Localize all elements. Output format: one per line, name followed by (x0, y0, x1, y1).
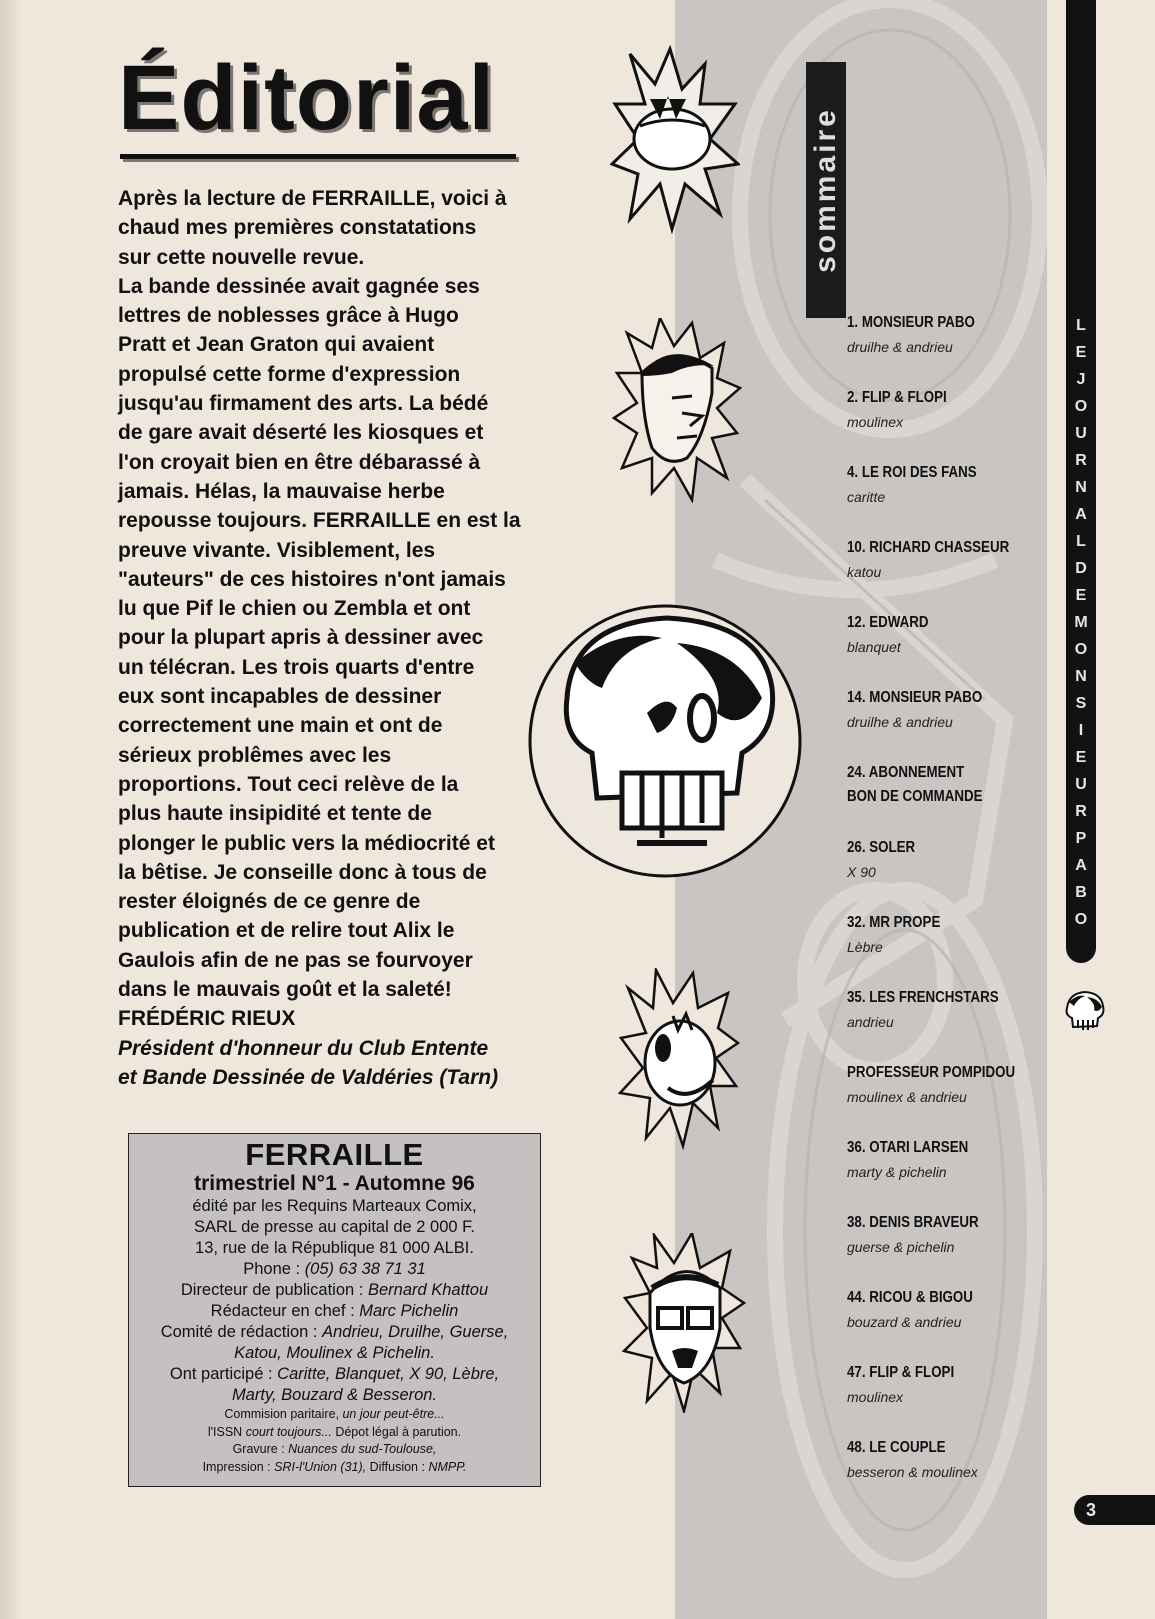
committee-label: Comité de rédaction : (160, 1323, 323, 1341)
spine-letter: L (1076, 533, 1086, 550)
editorial-line: Après la lecture de FERRAILLE, voici à (118, 187, 507, 210)
imprint-fine-print (129, 1424, 540, 1442)
fine-text: Gravure : (232, 1442, 289, 1456)
toc-authors: marty & pichelin (847, 1164, 947, 1180)
committee-names: Katou, Moulinex & Pichelin. (234, 1344, 435, 1362)
editorial-line: proportions. Tout ceci relève de la (118, 772, 459, 796)
editorial-text (118, 184, 548, 1092)
contributors-label: Ont participé : (169, 1365, 278, 1383)
toc-authors: blanquet (847, 639, 901, 655)
contributors-names: Marty, Bouzard & Besseron. (231, 1386, 438, 1404)
glasses-man-drawing (622, 1233, 746, 1413)
toc-subtitle: BON DE COMMANDE (847, 788, 983, 805)
imprint-issue: trimestriel N°1 - Automne 96 (194, 1172, 475, 1195)
title-underline (120, 154, 516, 159)
laughing-face-drawing (618, 968, 740, 1150)
spine-letter: A (1075, 857, 1087, 874)
imprint-box (128, 1133, 541, 1487)
editorial-line: Pratt et Jean Graton qui avaient (118, 333, 435, 357)
toc-item[interactable] (847, 1138, 1047, 1182)
fine-text: NMPP. (428, 1459, 467, 1474)
editorial-line: lu que Pif le chien ou Zembla et ont (118, 597, 471, 621)
editorial-line: plus haute insipidité et tente de (118, 802, 432, 826)
editorial-line: rester éloignés de ce genre de (118, 890, 421, 914)
toc-title: 38. DENIS BRAVEUR (847, 1214, 979, 1231)
page-number: 3 (1086, 1500, 1097, 1520)
spine-letter: L (1076, 317, 1086, 334)
toc-item[interactable] (847, 913, 1047, 957)
spine-letter: N (1075, 479, 1087, 496)
editorial-line: chaud mes premières constatations (118, 216, 477, 240)
editorial-line: dans le mauvais goût et la saleté! (118, 978, 452, 1002)
editorial-line: un télécran. Les trois quarts d'entre (118, 655, 475, 679)
imprint-address: 13, rue de la République 81 000 ALBI. (195, 1239, 474, 1257)
toc-item[interactable] (847, 838, 1047, 882)
imprint-editor (129, 1301, 540, 1322)
fine-text: Commision paritaire, (224, 1407, 343, 1421)
imprint-title: FERRAILLE (245, 1137, 424, 1172)
editorial-line: jamais. Hélas, la mauvaise herbe (118, 479, 445, 503)
toc-authors: moulinex & andrieu (847, 1089, 967, 1105)
toc-item[interactable] (847, 1363, 1047, 1407)
spine-letter: O (1074, 398, 1088, 415)
toc-title: 36. OTARI LARSEN (847, 1139, 969, 1156)
editorial-line: repousse toujours. FERRAILLE en est la (118, 509, 521, 533)
committee-names: Andrieu, Druilhe, Guerse, (322, 1323, 509, 1341)
imprint-fine-print (129, 1441, 540, 1459)
toc-authors: druilhe & andrieu (847, 339, 953, 355)
man-portrait-drawing (612, 318, 742, 503)
spine-title (1066, 318, 1096, 928)
fine-text: court toujours... (245, 1424, 332, 1439)
spine-letter: O (1074, 911, 1088, 928)
fine-text: Impression : (202, 1459, 275, 1474)
spine-letter: R (1075, 803, 1087, 820)
spine-letter: N (1075, 668, 1087, 685)
fine-text: Dépot légal à parution. (331, 1424, 462, 1439)
toc-title: 1. MONSIEUR PABO (847, 314, 975, 331)
editor-name: Marc Pichelin (359, 1302, 459, 1320)
toc-authors: Lèbre (847, 939, 883, 955)
spine-letter: P (1075, 830, 1087, 847)
toc-title: 26. SOLER (847, 839, 916, 856)
toc-title: PROFESSEUR POMPIDOU (847, 1064, 1016, 1081)
editorial-line: de gare avait déserté les kiosques et (118, 421, 484, 445)
toc-title: 47. FLIP & FLOPI (847, 1364, 955, 1381)
editorial-line: "auteurs" de ces histoires n'ont jamais (118, 567, 506, 591)
spine-letter: A (1075, 506, 1087, 523)
editorial-line: publication et de relire tout Alix le (118, 919, 455, 943)
imprint-director (129, 1280, 540, 1301)
sommaire-label-tab (806, 62, 846, 318)
spine-letter: I (1078, 722, 1084, 739)
toc-authors: katou (847, 564, 882, 580)
editor-label: Rédacteur en chef : (210, 1302, 360, 1320)
editorial-line: propulsé cette forme d'expression (118, 362, 461, 386)
editorial-author: FRÉDÉRIC RIEUX (118, 1007, 296, 1031)
spine-letter: U (1075, 425, 1087, 442)
toc-item[interactable] (847, 1063, 1047, 1107)
toc-item[interactable] (847, 763, 1047, 807)
imprint-publisher: édité par les Requins Marteaux Comix, (192, 1197, 477, 1215)
phone-label: Phone : (243, 1260, 305, 1278)
toc-item[interactable] (847, 1438, 1047, 1482)
editorial-line: l'on croyait bien en être débarassé à (118, 450, 481, 474)
editorial-line: lettres de noblesses grâce à Hugo (118, 304, 459, 328)
imprint-fine-print (129, 1406, 540, 1424)
editorial-line: jusqu'au firmament des arts. La bédé (118, 392, 489, 416)
imprint-contributors-cont (129, 1385, 540, 1406)
toc-item[interactable] (847, 1288, 1047, 1332)
editorial-line: correctement une main et ont de (118, 714, 443, 738)
skull-medallion-drawing (527, 603, 803, 879)
editorial-line: plonger le public vers la médiocrité et (118, 831, 495, 855)
imprint-contributors (129, 1364, 540, 1385)
toc-title: 4. LE ROI DES FANS (847, 464, 977, 481)
page-gutter (0, 0, 22, 1619)
sommaire-label: sommaire (809, 107, 842, 273)
toc-title: 14. MONSIEUR PABO (847, 689, 983, 706)
toc-authors: X 90 (847, 864, 876, 880)
toc-item[interactable] (847, 388, 1047, 432)
editorial-line: La bande dessinée avait gagnée ses (118, 274, 480, 298)
toc-title: 35. LES FRENCHSTARS (847, 989, 999, 1006)
editorial-title: Éditorial (118, 47, 496, 149)
spine-letter: S (1075, 695, 1087, 712)
toc-item[interactable] (847, 688, 1047, 732)
spine-letter: E (1075, 749, 1087, 766)
toc-item[interactable] (847, 313, 1047, 357)
toc-authors: besseron & moulinex (847, 1464, 978, 1480)
toc-title: 24. ABONNEMENT (847, 764, 965, 781)
spine-letter: O (1074, 641, 1088, 658)
fine-text: SRI-l'Union (31), (274, 1459, 367, 1474)
spine-letter: E (1075, 587, 1087, 604)
imprint-fine-print (129, 1459, 540, 1477)
author-role: Président d'honneur du Club Entente (118, 1036, 489, 1060)
editorial-line: sérieux problêmes avec les (118, 743, 392, 767)
spine-letter: J (1076, 371, 1086, 388)
fine-text: l'ISSN (207, 1424, 246, 1439)
contributors-names: Caritte, Blanquet, X 90, Lèbre, (277, 1365, 500, 1383)
toc-authors: bouzard & andrieu (847, 1314, 962, 1330)
toc-title: 2. FLIP & FLOPI (847, 389, 947, 406)
toc-item[interactable] (847, 538, 1047, 582)
imprint-phone (129, 1259, 540, 1280)
toc-authors: moulinex (847, 1389, 904, 1405)
toc-authors: druilhe & andrieu (847, 714, 953, 730)
small-skull-icon (1061, 990, 1109, 1034)
toc-title: 10. RICHARD CHASSEUR (847, 539, 1010, 556)
imprint-committee-cont (129, 1343, 540, 1364)
toc-title: 32. MR PROPE (847, 914, 941, 931)
toc-item[interactable] (847, 1213, 1047, 1257)
toc-item[interactable] (847, 463, 1047, 507)
editorial-line: sur cette nouvelle revue. (118, 245, 365, 269)
editorial-line: pour la plupart apris à dessiner avec (118, 626, 484, 650)
imprint-committee (129, 1322, 540, 1343)
editorial-line: preuve vivante. Visiblement, les (118, 538, 436, 562)
fine-text: Diffusion : (366, 1459, 429, 1474)
spiky-fruit-drawing (610, 44, 740, 234)
toc-authors: guerse & pichelin (847, 1239, 955, 1255)
toc-authors: andrieu (847, 1014, 894, 1030)
toc-title: 44. RICOU & BIGOU (847, 1289, 973, 1306)
page-number-tab (1074, 1495, 1155, 1525)
toc-item[interactable] (847, 988, 1047, 1032)
editorial-line: Gaulois afin de ne pas se fourvoyer (118, 948, 473, 972)
spine-letter: E (1075, 344, 1087, 361)
fine-text: Nuances du sud-Toulouse, (288, 1442, 437, 1456)
phone-number: (05) 63 38 71 31 (304, 1260, 426, 1278)
toc-item[interactable] (847, 613, 1047, 657)
spine-letter: M (1074, 614, 1088, 631)
spine-letter: B (1075, 884, 1087, 901)
author-role: et Bande Dessinée de Valdéries (Tarn) (118, 1065, 499, 1089)
editorial-line: la bêtise. Je conseille donc à tous de (118, 860, 487, 884)
director-label: Directeur de publication : (180, 1281, 368, 1299)
imprint-capital: SARL de presse au capital de 2 000 F. (194, 1218, 475, 1236)
toc-authors: caritte (847, 489, 886, 505)
spine-letter: D (1075, 560, 1087, 577)
spine-letter: U (1075, 776, 1087, 793)
toc-title: 48. LE COUPLE (847, 1439, 946, 1456)
toc-title: 12. EDWARD (847, 614, 929, 631)
fine-text: un jour peut-être... (342, 1407, 445, 1421)
spine-letter: R (1075, 452, 1087, 469)
editorial-line: eux sont incapables de dessiner (118, 685, 442, 709)
toc-authors: moulinex (847, 414, 904, 430)
director-name: Bernard Khattou (367, 1281, 489, 1299)
